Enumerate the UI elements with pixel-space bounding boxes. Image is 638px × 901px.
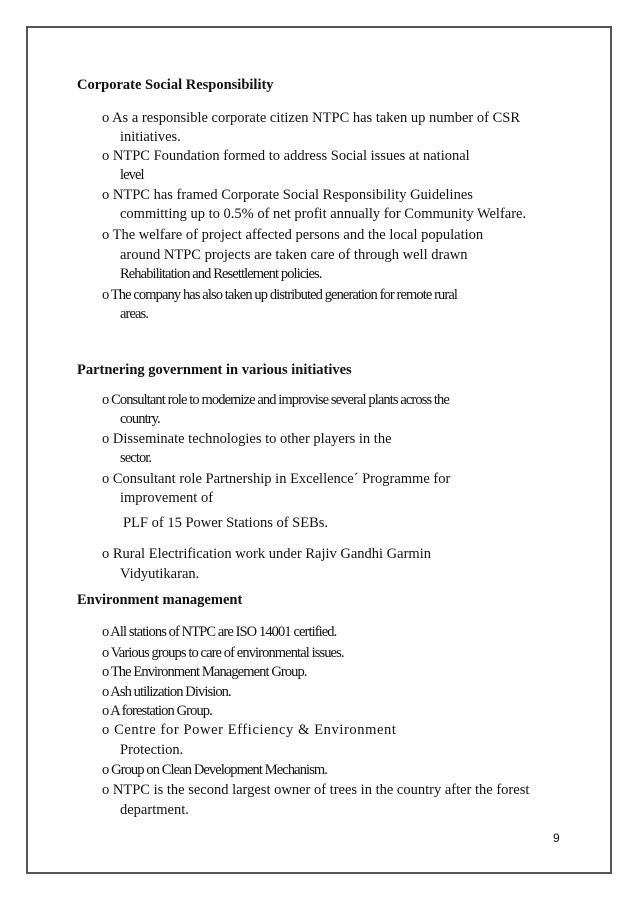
- csr-bullet-5: o The company has also taken up distributed generation for remote rural: [102, 287, 457, 303]
- heading-partnering: Partnering government in various initiatives: [77, 362, 352, 378]
- heading-environment: Environment management: [77, 592, 243, 608]
- env-bullet-8: o NTPC is the second largest owner of trees in the country after the forest: [102, 782, 530, 798]
- partner-bullet-3-cont-2: PLF of 15 Power Stations of SEBs.: [123, 515, 329, 531]
- partner-bullet-2: o Disseminate technologies to other players in the: [102, 431, 392, 447]
- csr-bullet-3-cont: committing up to 0.5% of net profit annually for Community Welfare.: [120, 206, 527, 222]
- partner-bullet-1-cont: country.: [120, 411, 160, 427]
- csr-bullet-5-cont: areas.: [120, 306, 149, 322]
- env-bullet-3: o The Environment Management Group.: [102, 664, 307, 680]
- env-bullet-6-cont: Protection.: [120, 742, 184, 758]
- env-bullet-5: o A forestation Group.: [102, 703, 212, 719]
- partner-bullet-1: o Consultant role to modernize and improvise several plants across the: [102, 392, 449, 408]
- page-number: 9: [553, 831, 560, 845]
- csr-bullet-3: o NTPC has framed Corporate Social Responsibility Guidelines: [102, 187, 473, 203]
- partner-bullet-2-cont: sector.: [120, 450, 152, 466]
- partner-bullet-3: o Consultant role Partnership in Excellence´ Programme for: [102, 471, 451, 487]
- partner-bullet-4: o Rural Electrification work under Rajiv Gandhi Garmin: [102, 546, 431, 562]
- csr-bullet-1-cont: initiatives.: [120, 129, 181, 145]
- heading-csr: Corporate Social Responsibility: [77, 77, 274, 93]
- csr-bullet-2: o NTPC Foundation formed to address Social issues at national: [102, 148, 470, 164]
- env-bullet-4: o Ash utilization Division.: [102, 684, 231, 700]
- env-bullet-6: o Centre for Power Efficiency & Environment: [102, 722, 397, 738]
- env-bullet-2: o Various groups to care of environmental issues.: [102, 645, 344, 661]
- env-bullet-1: o All stations of NTPC are ISO 14001 certified.: [102, 624, 337, 640]
- env-bullet-7: o Group on Clean Development Mechanism.: [102, 762, 328, 778]
- csr-bullet-1: o As a responsible corporate citizen NTPC has taken up number of CSR: [102, 110, 521, 126]
- csr-bullet-4-cont-1: around NTPC projects are taken care of through well drawn: [120, 247, 468, 263]
- partner-bullet-3-cont: improvement of: [120, 490, 214, 506]
- env-bullet-8-cont: department.: [120, 802, 189, 818]
- partner-bullet-4-cont: Vidyutikaran.: [120, 566, 200, 582]
- csr-bullet-4: o The welfare of project affected persons and the local population: [102, 227, 484, 243]
- csr-bullet-4-cont-2: Rehabilitation and Resettlement policies.: [120, 266, 322, 282]
- csr-bullet-2-cont: level: [120, 167, 144, 183]
